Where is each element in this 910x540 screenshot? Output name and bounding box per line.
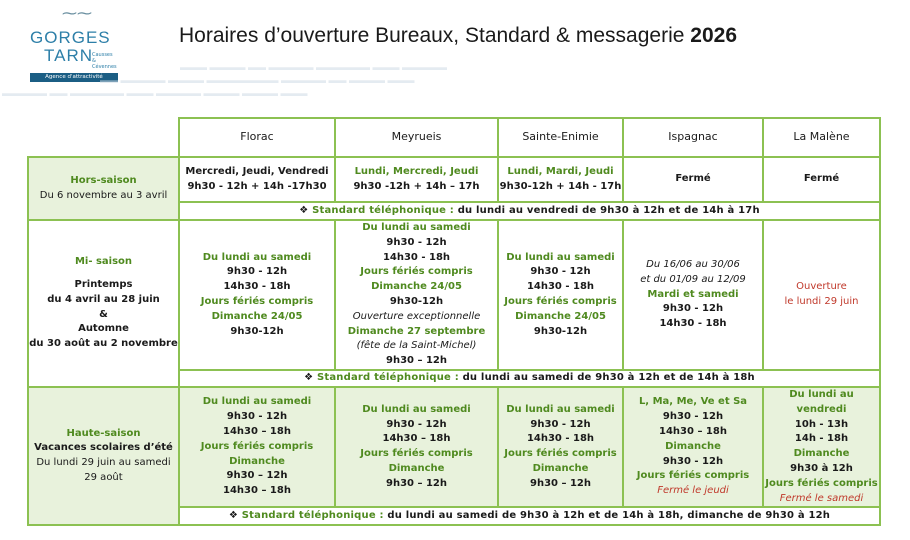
cell-line: Dimanche 24/05 bbox=[371, 281, 462, 293]
cell-hs-meyrueis bbox=[335, 157, 498, 202]
cell-line: Dimanche 27 septembre bbox=[347, 325, 486, 337]
cell-line: 14h30 – 18h bbox=[223, 425, 291, 437]
cell-line: et du 01/09 au 12/09 bbox=[640, 273, 746, 285]
cell-line: Du lundi au samedi bbox=[506, 251, 615, 263]
title-year: 2026 bbox=[690, 24, 737, 47]
col-header-sainte-enimie: Sainte-Enimie bbox=[498, 118, 623, 157]
cell-line: 9h30 - 12h + 14h -17h30 bbox=[187, 180, 327, 192]
cell-line: 9h30 - 12h bbox=[530, 418, 591, 430]
cell-line: 9h30-12h bbox=[533, 325, 588, 337]
season-dates: du 30 août au 2 novembre bbox=[29, 338, 178, 350]
page-title bbox=[179, 24, 737, 48]
cell-line: Du lundi au samedi bbox=[362, 403, 471, 415]
season-hors-saison bbox=[28, 157, 179, 220]
cell-line: 9h30 - 12h bbox=[226, 266, 288, 278]
season-label: Mi- saison bbox=[74, 256, 133, 268]
col-header-ispagnac: Ispagnac bbox=[623, 118, 763, 157]
cell-line: Dimanche bbox=[229, 455, 285, 467]
cell-line: Dimanche bbox=[532, 462, 589, 474]
cell-line: Fermé le samedi bbox=[779, 492, 864, 504]
season-dates: du 4 avril au 28 juin bbox=[47, 293, 160, 305]
cell-line: Jours fériés compris bbox=[200, 296, 314, 307]
col-header-meyrueis: Meyrueis bbox=[335, 118, 498, 157]
col-header-la-malene: La Malène bbox=[763, 118, 880, 157]
cell-line: Lundi, Mardi, Jeudi bbox=[507, 165, 614, 177]
cell-hts-ispagnac bbox=[623, 387, 763, 507]
cell-ms-florac bbox=[179, 220, 335, 370]
cell-hs-florac bbox=[179, 157, 335, 202]
cell-line: 9h30 – 12h bbox=[226, 470, 288, 482]
cell-line: Dimanche 24/05 bbox=[211, 310, 303, 322]
cell-line: Jours fériés compris bbox=[360, 266, 473, 278]
season-sub: Vacances scolaires d’été bbox=[34, 442, 173, 454]
standard-mi-saison bbox=[179, 370, 880, 387]
cell-line: 9h30 - 12h bbox=[662, 455, 724, 467]
faded-background-text: ▬▬▬▬▬ ▬▬ ▬▬▬▬▬▬ ▬▬▬ ▬▬▬▬▬ ▬▬▬▬ ▬▬▬▬ ▬▬▬ bbox=[2, 88, 308, 98]
standard-label: Standard téléphonique : bbox=[316, 372, 459, 384]
cell-line: 14h30 - 18h bbox=[526, 433, 595, 445]
cell-line: 9h30 à 12h bbox=[790, 462, 853, 474]
cell-line: Jours fériés compris bbox=[200, 440, 314, 452]
cell-line: Jours fériés compris bbox=[504, 296, 617, 307]
cell-line: 9h30 - 12h bbox=[226, 411, 288, 423]
cell-hts-sainte-enimie bbox=[498, 387, 623, 507]
cell-line: Fermé le jeudi bbox=[657, 485, 729, 497]
cell-line: Jours fériés compris bbox=[504, 448, 617, 460]
season-sub: Automne bbox=[78, 323, 129, 335]
season-sub: Printemps bbox=[74, 278, 133, 290]
cell-line: Lundi, Mercredi, Jeudi bbox=[354, 165, 479, 177]
cell-hts-florac bbox=[179, 387, 335, 507]
cell-line: le lundi 29 juin bbox=[784, 296, 859, 307]
season-dates: Du 6 novembre au 3 avril bbox=[39, 189, 168, 201]
bird-icon: ⁓⁓ bbox=[62, 4, 92, 22]
standard-text: du lundi au samedi de 9h30 à 12h et de 14h à 18h, dimanche de 9h30 à 12h bbox=[387, 509, 831, 521]
corner-cell bbox=[28, 118, 179, 157]
cell-line: Du lundi au samedi bbox=[202, 396, 312, 408]
cell-line: Du 16/06 au 30/06 bbox=[646, 259, 740, 270]
cell-line: 14h - 18h bbox=[794, 433, 849, 445]
cell-hs-la-malene: Fermé bbox=[763, 157, 880, 202]
cell-hts-la-malene bbox=[763, 387, 880, 507]
season-label: Hors-saison bbox=[70, 174, 137, 186]
season-dates: Du lundi 29 juin au samedi bbox=[36, 457, 171, 469]
cell-line: 9h30 – 12h bbox=[530, 477, 591, 489]
cell-line: Dimanche bbox=[665, 440, 721, 452]
cell-line: Dimanche bbox=[793, 448, 850, 460]
cell-line: 14h30 - 18h bbox=[223, 281, 291, 293]
season-label: Haute-saison bbox=[66, 427, 141, 439]
cell-line: 9h30 - 12h bbox=[530, 266, 591, 278]
cell-line: Ouverture bbox=[796, 281, 847, 293]
standard-text: du lundi au vendredi de 9h30 à 12h et de 14h à 17h bbox=[457, 204, 760, 216]
cell-line: 9h30 – 12h bbox=[386, 355, 447, 367]
season-amp: & bbox=[99, 308, 108, 320]
cell-line: Du lundi au vendredi bbox=[789, 389, 854, 415]
row-hors-saison bbox=[28, 157, 880, 202]
cell-line: Dimanche 24/05 bbox=[515, 310, 606, 322]
cell-line: Mardi et samedi bbox=[647, 288, 739, 300]
standard-label: Standard téléphonique : bbox=[241, 509, 384, 521]
row-mi-saison bbox=[28, 220, 880, 370]
cell-line: Jours fériés compris bbox=[360, 448, 473, 460]
cell-line: 9h30 - 12h bbox=[662, 303, 724, 315]
cell-line: 9h30-12h bbox=[389, 296, 444, 307]
phone-icon: ❖ bbox=[304, 372, 314, 384]
header-row bbox=[28, 118, 880, 157]
cell-hs-sainte-enimie bbox=[498, 157, 623, 202]
row-haute-saison bbox=[28, 387, 880, 507]
cell-line: Du lundi au samedi bbox=[506, 403, 615, 415]
faded-background-text: ▬▬ ▬▬▬▬▬ ▬▬▬▬ ▬▬▬▬▬▬▬▬ ▬▬▬▬▬ ▬▬ ▬▬▬▬ ▬▬▬ bbox=[100, 75, 415, 85]
cell-line: 9h30-12h bbox=[230, 325, 284, 337]
cell-line: 14h30 - 18h bbox=[526, 281, 595, 293]
season-mi-saison bbox=[28, 220, 179, 387]
cell-ms-sainte-enimie bbox=[498, 220, 623, 370]
faded-background-text: ▬▬▬ ▬▬▬▬ ▬▬ ▬▬▬▬▬ ▬▬▬▬▬▬ ▬▬▬ ▬▬▬▬▬ bbox=[180, 62, 448, 72]
cell-line: 14h30 – 18h bbox=[659, 425, 727, 437]
schedule-table bbox=[27, 117, 881, 526]
cell-line: 9h30 – 12h bbox=[386, 477, 447, 489]
cell-line: 9h30 - 12h bbox=[386, 418, 447, 430]
cell-line: Dimanche bbox=[388, 462, 445, 474]
cell-line: Mercredi, Jeudi, Vendredi bbox=[185, 165, 329, 177]
col-header-florac: Florac bbox=[179, 118, 335, 157]
logo-gorges: GORGES bbox=[30, 28, 111, 47]
cell-ms-ispagnac bbox=[623, 220, 763, 370]
logo-tarn: TARN bbox=[44, 46, 94, 65]
logo-tagline: Agence d'attractivité touristique bbox=[30, 73, 118, 82]
cell-line: L, Ma, Me, Ve et Sa bbox=[638, 396, 748, 408]
cell-ms-meyrueis bbox=[335, 220, 498, 370]
cell-line: 9h30 - 12h bbox=[662, 411, 724, 423]
cell-line: 14h30 - 18h bbox=[382, 251, 451, 263]
cell-line: 9h30 -12h + 14h – 17h bbox=[353, 180, 480, 192]
cell-line: Ouverture exceptionnelle bbox=[352, 310, 481, 322]
season-dates: 29 août bbox=[84, 471, 123, 483]
standard-haute-saison bbox=[179, 507, 880, 525]
cell-line: Du lundi au samedi bbox=[362, 222, 471, 234]
cell-hts-meyrueis bbox=[335, 387, 498, 507]
cell-line: 9h30-12h + 14h - 17h bbox=[499, 180, 622, 192]
gorges-tarn-logo bbox=[28, 4, 120, 89]
cell-line: (fête de la Saint-Michel) bbox=[356, 340, 477, 352]
cell-line: 14h30 – 18h bbox=[223, 485, 291, 497]
logo-mini-text: Causses & Cévennes bbox=[92, 52, 117, 70]
cell-line: 14h30 - 18h bbox=[659, 318, 727, 330]
cell-line: 14h30 – 18h bbox=[382, 433, 451, 445]
cell-line: Jours fériés compris bbox=[636, 470, 750, 482]
cell-line: Jours fériés compris bbox=[765, 477, 878, 489]
cell-hs-ispagnac: Fermé bbox=[623, 157, 763, 202]
cell-line: 10h - 13h bbox=[794, 418, 849, 430]
phone-icon: ❖ bbox=[299, 204, 309, 216]
standard-text: du lundi au samedi de 9h30 à 12h et de 14h à 18h bbox=[462, 372, 755, 384]
standard-label: Standard téléphonique : bbox=[312, 204, 454, 216]
standard-hors-saison bbox=[179, 202, 880, 220]
phone-icon: ❖ bbox=[228, 509, 239, 521]
cell-ms-la-malene bbox=[763, 220, 880, 370]
cell-line: Du lundi au samedi bbox=[202, 251, 312, 263]
season-haute-saison bbox=[28, 387, 179, 525]
title-text: Horaires d’ouverture Bureaux, Standard & messagerie bbox=[179, 24, 685, 47]
cell-line: 9h30 - 12h bbox=[386, 236, 447, 248]
